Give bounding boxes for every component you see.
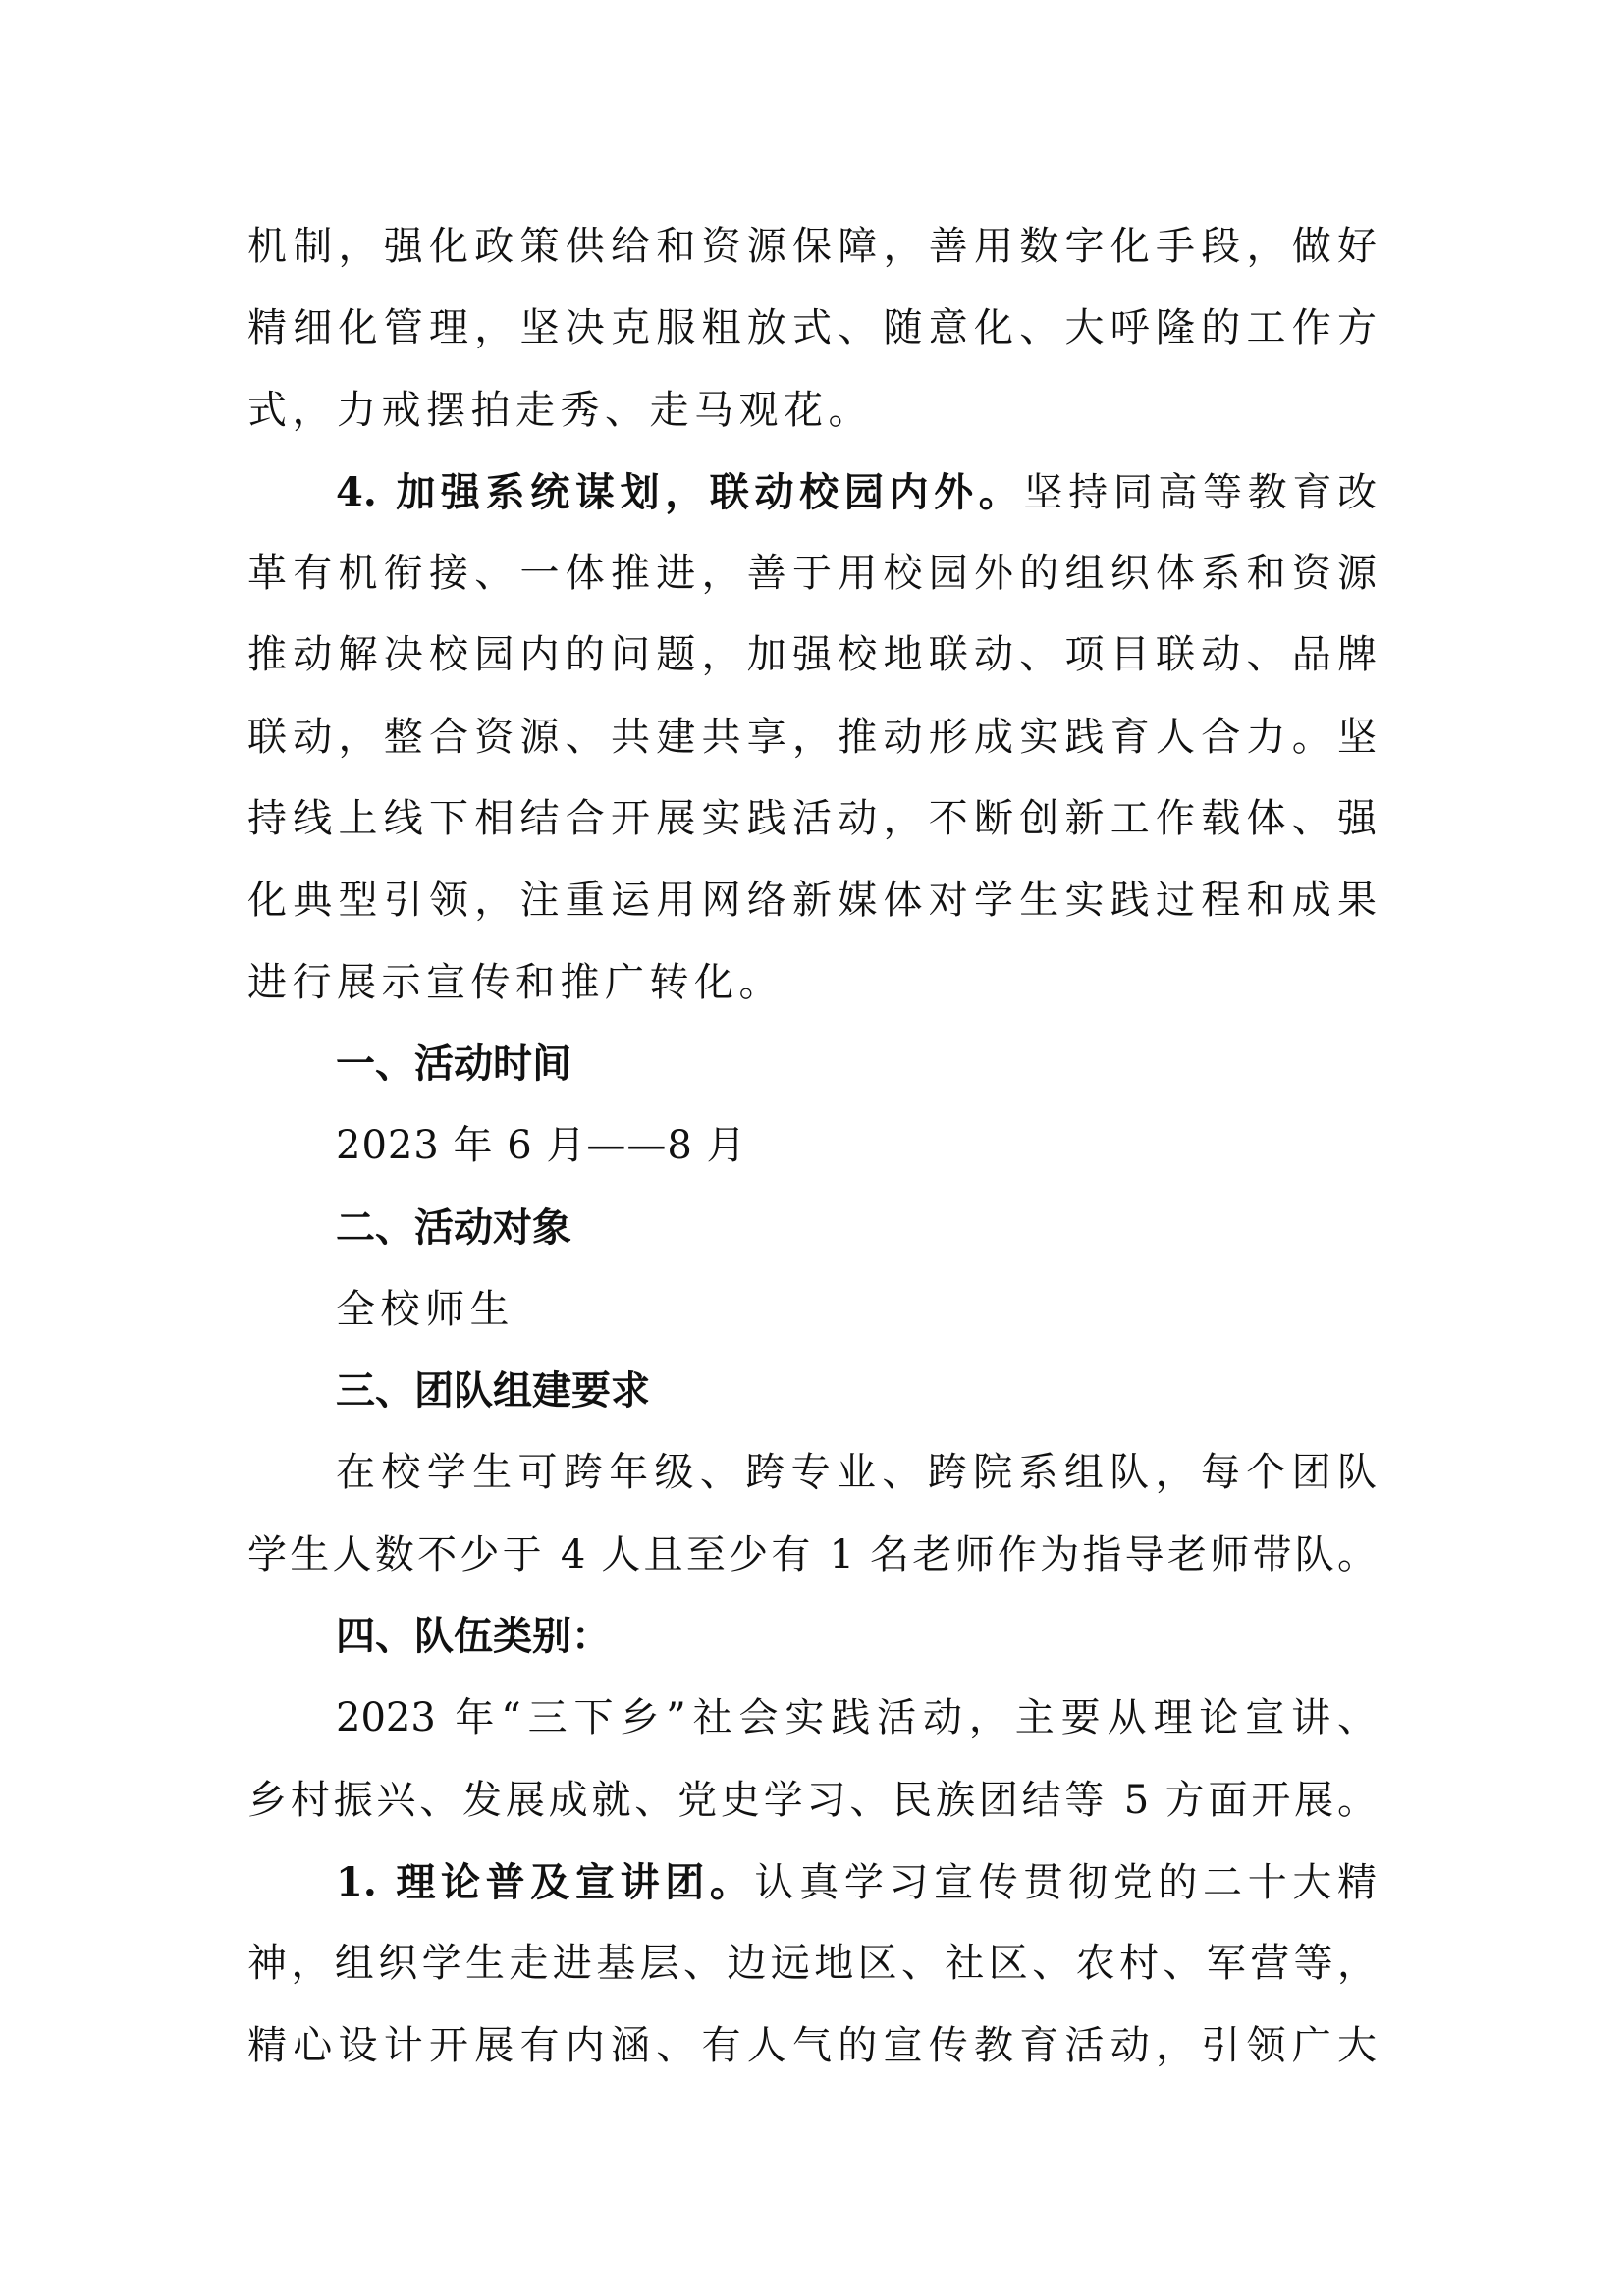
text-line: 学生人数不少于 4 人且至少有 1 名老师作为指导老师带队。 (247, 1531, 1377, 1577)
text-line: 化典型引领，注重运用网络新媒体对学生实践过程和成果 (247, 878, 1377, 924)
item-1-lead: 1. 理论普及宣讲团。 (336, 1858, 755, 1905)
text-line: 联动，整合资源、共建共享，推动形成实践育人合力。坚 (247, 714, 1377, 760)
text-line: 推动解决校园内的问题，加强校地联动、项目联动、品牌 (247, 632, 1377, 678)
section-activity-time (247, 1024, 1377, 1188)
paragraph-item-1 (247, 1842, 1377, 2087)
text-line (247, 1842, 1377, 1923)
text-line: 进行展示宣传和推广转化。 (247, 959, 784, 1005)
text-line: 2023 年“三下乡”社会实践活动，主要从理论宣讲、 (336, 1695, 1377, 1741)
text-line: 精细化管理，坚决克服粗放式、随意化、大呼隆的工作方 (247, 305, 1377, 351)
section-team-requirements (247, 1351, 1377, 1596)
section-body: 2023 年 6 月——8 月 (336, 1123, 747, 1169)
text-line: 机制，强化政策供给和资源保障，善用数字化手段，做好 (247, 224, 1377, 269)
text-line (247, 452, 1377, 533)
paragraph-item-4 (247, 452, 1377, 1024)
text-line: 持线上线下相结合开展实践活动，不断创新工作载体、强 (247, 796, 1377, 842)
text-line: 神，组织学生走进基层、边远地区、社区、农村、军营等， (247, 1941, 1377, 1987)
text-line: 式，力戒摆拍走秀、走马观花。 (247, 387, 873, 433)
section-activity-target (247, 1188, 1377, 1352)
item-1-text: 认真学习宣传贯彻党的二十大精 (754, 1859, 1378, 1905)
section-team-categories (247, 1596, 1377, 1842)
section-heading: 二、活动对象 (336, 1204, 571, 1251)
section-heading: 一、活动时间 (336, 1041, 571, 1087)
text-line: 革有机衔接、一体推进，善于用校园外的组织体系和资源 (247, 551, 1377, 597)
document-page (247, 206, 1377, 2087)
item-4-lead: 4. 加强系统谋划，联动校园内外。 (336, 468, 1024, 515)
text-line: 精心设计开展有内涵、有人气的宣传教育活动，引领广大 (247, 2022, 1377, 2068)
text-line: 乡村振兴、发展成就、党史学习、民族团结等 5 方面开展。 (247, 1777, 1377, 1823)
text-line: 在校学生可跨年级、跨专业、跨院系组队，每个团队 (336, 1450, 1377, 1496)
item-4-text: 坚持同高等教育改 (1023, 469, 1378, 515)
section-body: 全校师生 (336, 1286, 514, 1332)
paragraph-continuation (247, 206, 1377, 452)
section-heading: 四、队伍类别： (336, 1614, 611, 1660)
section-heading: 三、团队组建要求 (336, 1368, 650, 1415)
